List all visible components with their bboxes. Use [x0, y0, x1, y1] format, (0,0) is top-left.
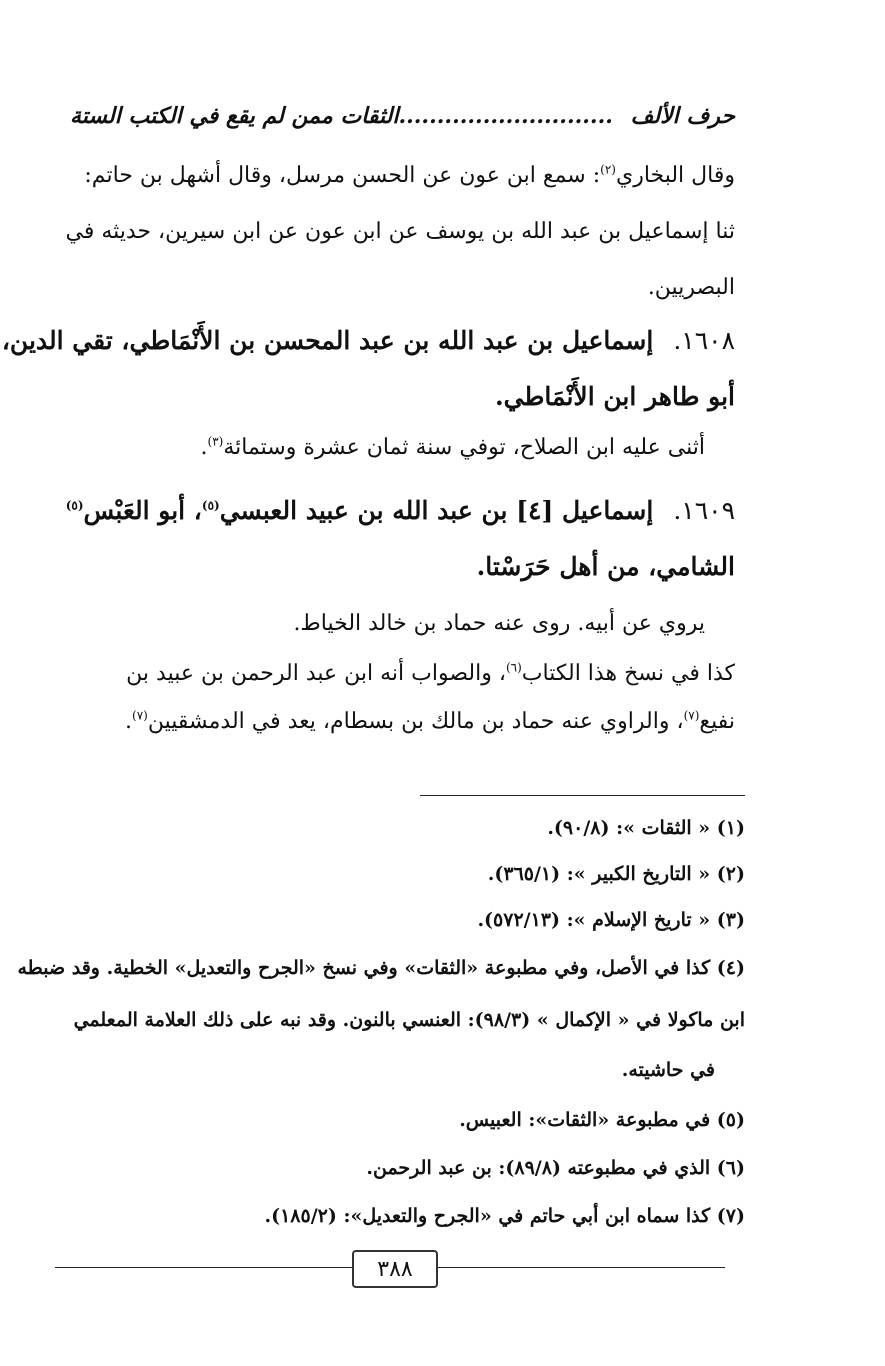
footnote: (٢) « التاريخ الكبير »: (٣٦٥/١).: [487, 863, 745, 885]
footnote-ref: (٥): [201, 498, 220, 513]
footnote-ref: (٧): [683, 708, 700, 723]
footnote: (٣) « تاريخ الإسلام »: (٥٧٢/١٣).: [477, 909, 745, 931]
header-book-title: الثقات ممن لم يقع في الكتب الستة: [70, 103, 399, 129]
entry-number: ١٦٠٨.: [673, 326, 735, 355]
paragraph-line: ثنا إسماعيل بن عبد الله بن يوسف عن ابن عون عن ابن سيرين، حديثه في: [65, 219, 735, 244]
entry-heading-line: الشامي، من أهل حَرَسْتا.: [476, 552, 735, 581]
paragraph-line: أثنى عليه ابن الصلاح، توفي سنة ثمان عشرة وستمائة$^{(٣)}$.: [200, 434, 705, 460]
footnote: (٦) الذي في مطبوعته (٨٩/٨): بن عبد الرحمن.: [366, 1157, 745, 1179]
footnote-ref: (٦): [505, 660, 522, 675]
entry-heading-line: أبو طاهر ابن الأَنْمَاطي.: [494, 382, 735, 411]
footnote-separator: [420, 795, 745, 796]
header-dots: ............................: [398, 103, 613, 129]
footnote: (٥) في مطبوعة «الثقات»: العبيس.: [459, 1109, 745, 1131]
page-number: ٣٨٨: [352, 1250, 438, 1288]
footnote-ref: (٧): [132, 708, 148, 723]
footnote: ابن ماكولا في « الإكمال » (٩٨/٣): العنسي بالنون. وقد نبه على ذلك العلامة المعلمي: [73, 1009, 745, 1031]
header-chapter: حرف الألف: [630, 103, 735, 129]
paragraph-line: كذا في نسخ هذا الكتاب$^{(٦)}$، والصواب أنه ابن عبد الرحمن بن عبيد بن: [126, 660, 735, 686]
paragraph-line: نفيع$^{(٧)}$، والراوي عنه حماد بن مالك بن بسطام، يعد في الدمشقيين$^{(٧)}$.: [125, 708, 735, 734]
running-header: [70, 96, 735, 136]
footnote: في حاشيته.: [621, 1059, 715, 1081]
footnote-ref: (٥): [65, 498, 84, 513]
footnote: (٧) كذا سماه ابن أبي حاتم في «الجرح والتعديل»: (١٨٥/٢).: [264, 1205, 745, 1227]
paragraph-line: البصريين.: [647, 275, 735, 300]
footnote: (١) « الثقات »: (٩٠/٨).: [547, 817, 745, 839]
paragraph-line: يروي عن أبيه. روى عنه حماد بن خالد الخياط.: [293, 611, 705, 636]
paragraph-line: وقال البخاري$^{(٢)}$: سمع ابن عون عن الحسن مرسل، وقال أشهل بن حاتم:: [84, 162, 735, 188]
header-title: [70, 103, 613, 129]
footnote-ref: (٣): [207, 434, 224, 449]
footnote: (٤) كذا في الأصل، وفي مطبوعة «الثقات» وفي نسخ «الجرح والتعديل» الخطية. وقد ضبطه: [17, 957, 745, 979]
entry-heading: ١٦٠٩.إسماعيل [٤] بن عبد الله بن عبيد العبسي$^{(٥)}$، أبو العَبْس$^{(٥)}$: [65, 496, 735, 525]
entry-number: ١٦٠٩.: [673, 496, 735, 525]
entry-heading: ١٦٠٨.إسماعيل بن عبد الله بن عبد المحسن بن الأَنْمَاطي، تقي الدين،: [1, 326, 735, 355]
footnote-ref: (٢): [600, 162, 616, 177]
